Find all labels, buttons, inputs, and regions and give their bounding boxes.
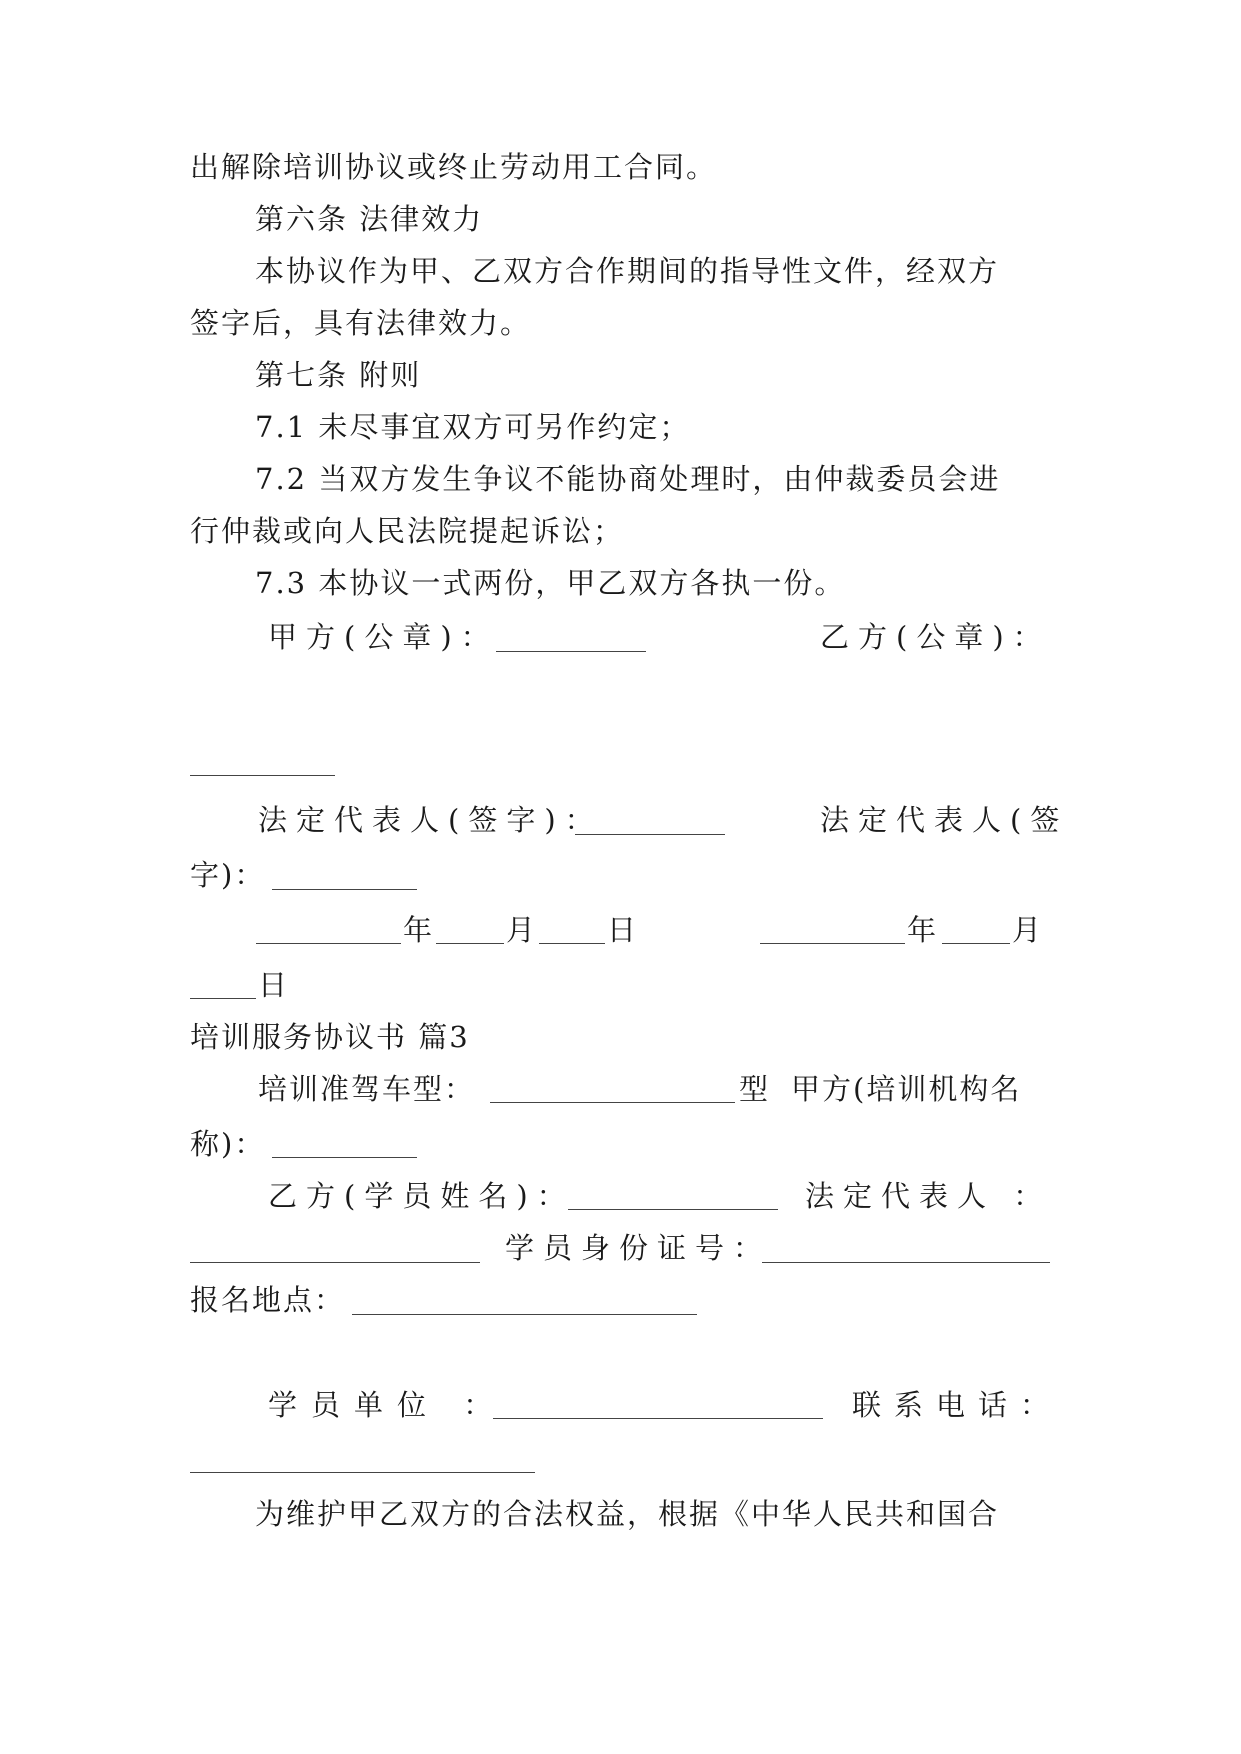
party-a-rep-blank bbox=[575, 808, 725, 835]
party-a-label: 甲方(培训机构名 bbox=[791, 1072, 1022, 1106]
clause-line: 7.3 本协议一式两份，甲乙双方各执一份。 bbox=[255, 566, 846, 600]
party-b-rep-blank bbox=[272, 863, 417, 890]
article-heading: 第七条 附则 bbox=[255, 358, 422, 392]
phone-label: 联系电话： bbox=[852, 1388, 1063, 1422]
id-number-label: 学员身份证号： bbox=[505, 1231, 772, 1265]
article-heading: 第六条 法律效力 bbox=[255, 202, 484, 236]
party-a-seal-blank bbox=[496, 625, 646, 652]
party-b-seal-label: 乙方(公章)： bbox=[820, 620, 1051, 654]
vehicle-type-blank bbox=[490, 1076, 735, 1103]
paragraph-line: 本协议作为甲、乙双方合作期间的指导性文件，经双方 bbox=[255, 254, 1000, 288]
party-b-seal-blank bbox=[190, 749, 335, 776]
date-b-month-label: 月 bbox=[1012, 913, 1042, 947]
date-b-year-label: 年 bbox=[907, 913, 937, 947]
date-a-month-label: 月 bbox=[506, 913, 536, 947]
student-unit-blank bbox=[493, 1392, 823, 1419]
party-a-name-blank bbox=[272, 1131, 417, 1158]
party-b-name-blank bbox=[568, 1183, 778, 1210]
phone-blank bbox=[190, 1446, 535, 1473]
id-number-blank bbox=[762, 1236, 1050, 1263]
reg-place-blank bbox=[352, 1288, 697, 1315]
date-b-day-label: 日 bbox=[258, 968, 288, 1002]
date-a-year-blank bbox=[256, 917, 401, 944]
party-a-seal-label: 甲方(公章)： bbox=[268, 620, 499, 654]
clause-line: 7.2 当双方发生争议不能协商处理时，由仲裁委员会进 bbox=[255, 462, 1001, 496]
reg-place-label: 报名地点： bbox=[190, 1283, 346, 1317]
date-a-day-label: 日 bbox=[607, 913, 637, 947]
date-a-day-blank bbox=[539, 917, 605, 944]
clause-line: 行仲裁或向人民法院提起诉讼； bbox=[190, 514, 625, 548]
paragraph-line: 签字后，具有法律效力。 bbox=[190, 306, 532, 340]
paragraph-line: 出解除培训协议或终止劳动用工合同。 bbox=[190, 150, 718, 184]
party-a-rep-label: 法定代表人(签字)： bbox=[258, 803, 603, 837]
date-a-year-label: 年 bbox=[403, 913, 433, 947]
date-a-month-blank bbox=[436, 917, 504, 944]
student-unit-label: 学员单位 ： bbox=[268, 1388, 507, 1422]
vehicle-type-label: 培训准驾车型： bbox=[258, 1072, 476, 1106]
party-b-rep-label: 法定代表人(签 bbox=[820, 803, 1069, 837]
vehicle-type-suffix: 型 bbox=[739, 1072, 769, 1106]
date-b-year-blank bbox=[760, 917, 905, 944]
date-b-month-blank bbox=[942, 917, 1010, 944]
intro-paragraph: 为维护甲乙双方的合法权益，根据《中华人民共和国合 bbox=[255, 1497, 1000, 1531]
clause-line: 7.1 未尽事宜双方可另作约定； bbox=[255, 410, 691, 444]
legal-rep-blank bbox=[190, 1236, 480, 1263]
party-a-label-cont: 称)： bbox=[190, 1127, 266, 1161]
section-title: 培训服务协议书 篇3 bbox=[190, 1020, 470, 1054]
party-b-rep-label-cont: 字)： bbox=[190, 858, 266, 892]
party-b-label: 乙方(学员姓名)： bbox=[268, 1179, 575, 1213]
legal-rep-label: 法定代表人 ： bbox=[805, 1179, 1052, 1213]
date-b-day-blank bbox=[190, 972, 256, 999]
